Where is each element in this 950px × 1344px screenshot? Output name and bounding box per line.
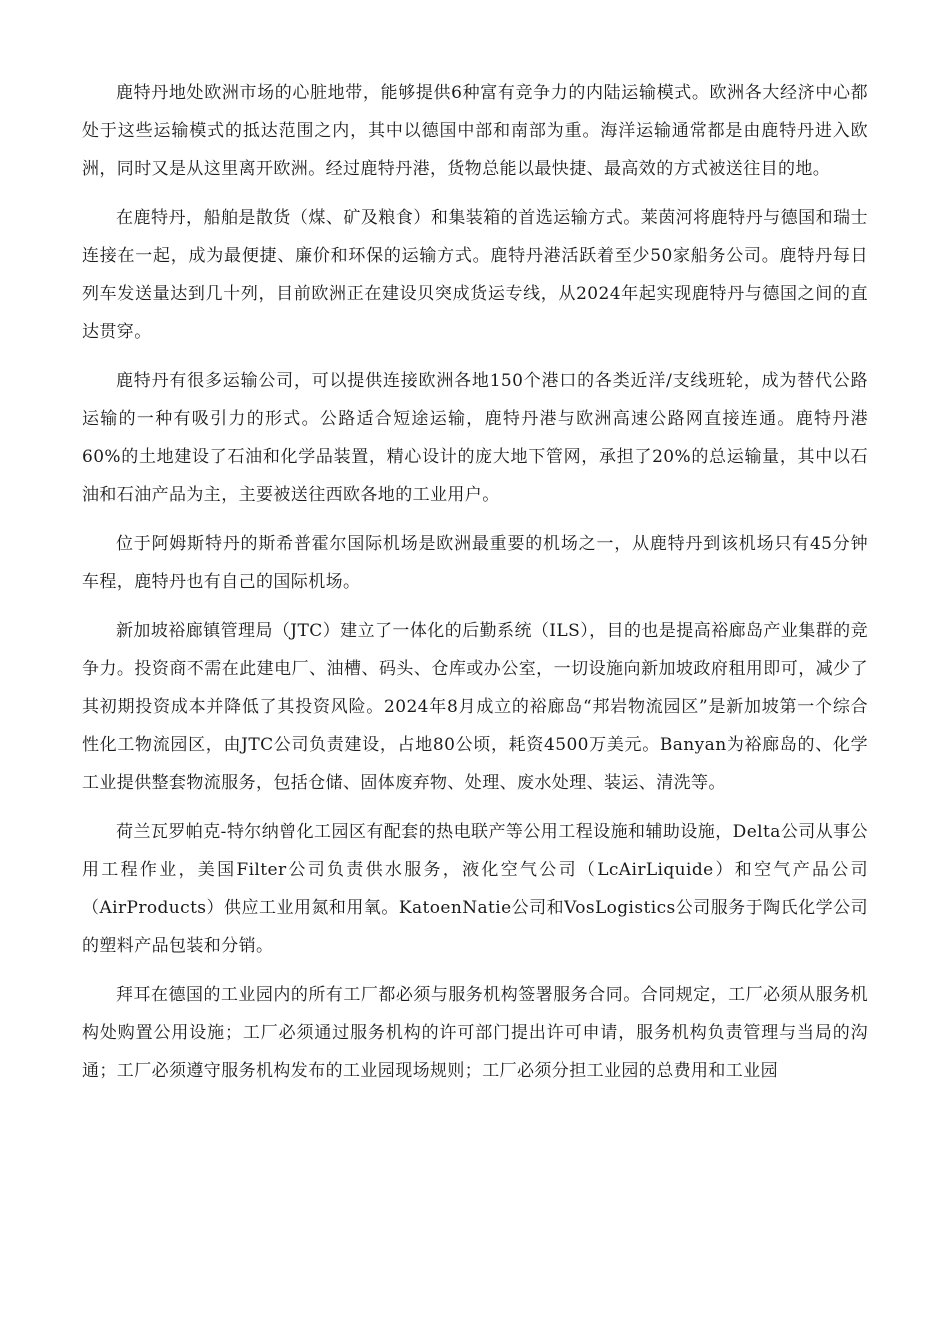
paragraph-rotterdam-transport: 鹿特丹有很多运输公司，可以提供连接欧洲各地150个港口的各类近洋/支线班轮，成为替代公路运输的一种有吸引力的形式。公路适合短途运输，鹿特丹港与欧洲高速公路网直接连通。鹿特丹港60%的土地建设了石油和化学品装置，精心设计的庞大地下管网，承担了20%的总运输量，其中以石油和石油产品为主，主要被送往西欧各地的工业用户。: [82, 371, 868, 505]
paragraph-schiphol-airport: 位于阿姆斯特丹的斯希普霍尔国际机场是欧洲最重要的机场之一，从鹿特丹到该机场只有45分钟车程，鹿特丹也有自己的国际机场。: [82, 534, 868, 592]
document-body: [82, 74, 868, 1101]
paragraph-bayer-germany: 拜耳在德国的工业园内的所有工厂都必须与服务机构签署服务合同。合同规定，工厂必须从服务机构处购置公用设施；工厂必须通过服务机构的许可部门提出许可申请，服务机构负责管理与当局的沟通；工厂必须遵守服务机构发布的工业园现场规则；工厂必须分担工业园的总费用和工业园: [82, 985, 868, 1081]
paragraph-netherlands-park: 荷兰瓦罗帕克-特尔纳曾化工园区有配套的热电联产等公用工程设施和辅助设施，Delta公司从事公用工程作业，美国Filter公司负责供水服务，液化空气公司（LcAirLiquide）和空气产品公司（AirProducts）供应工业用氮和用氧。KatoenNatie公司和VosLogistics公司服务于陶氏化学公司的塑料产品包装和分销。: [82, 822, 868, 956]
paragraph-singapore-jtc: 新加坡裕廊镇管理局（JTC）建立了一体化的后勤系统（ILS），目的也是提高裕廊岛产业集群的竞争力。投资商不需在此建电厂、油槽、码头、仓库或办公室，一切设施向新加坡政府租用即可，减少了其初期投资成本并降低了其投资风险。2024年8月成立的裕廊岛“邦岩物流园区”是新加坡第一个综合性化工物流园区，由JTC公司负责建设，占地80公顷，耗资4500万美元。Banyan为裕廊岛的、化学工业提供整套物流服务，包括仓储、固体废弃物、处理、废水处理、装运、清洗等。: [82, 621, 868, 793]
paragraph-rotterdam-shipping: 在鹿特丹，船舶是散货（煤、矿及粮食）和集装箱的首选运输方式。莱茵河将鹿特丹与德国和瑞士连接在一起，成为最便捷、廉价和环保的运输方式。鹿特丹港活跃着至少50家船务公司。鹿特丹每日列车发送量达到几十列，目前欧洲正在建设贝突成货运专线，从2024年起实现鹿特丹与德国之间的直达贯穿。: [82, 208, 868, 342]
paragraph-rotterdam-location: 鹿特丹地处欧洲市场的心脏地带，能够提供6种富有竞争力的内陆运输模式。欧洲各大经济中心都处于这些运输模式的抵达范围之内，其中以德国中部和南部为重。海洋运输通常都是由鹿特丹进入欧洲，同时又是从这里离开欧洲。经过鹿特丹港，货物总能以最快捷、最高效的方式被送往目的地。: [82, 83, 868, 179]
